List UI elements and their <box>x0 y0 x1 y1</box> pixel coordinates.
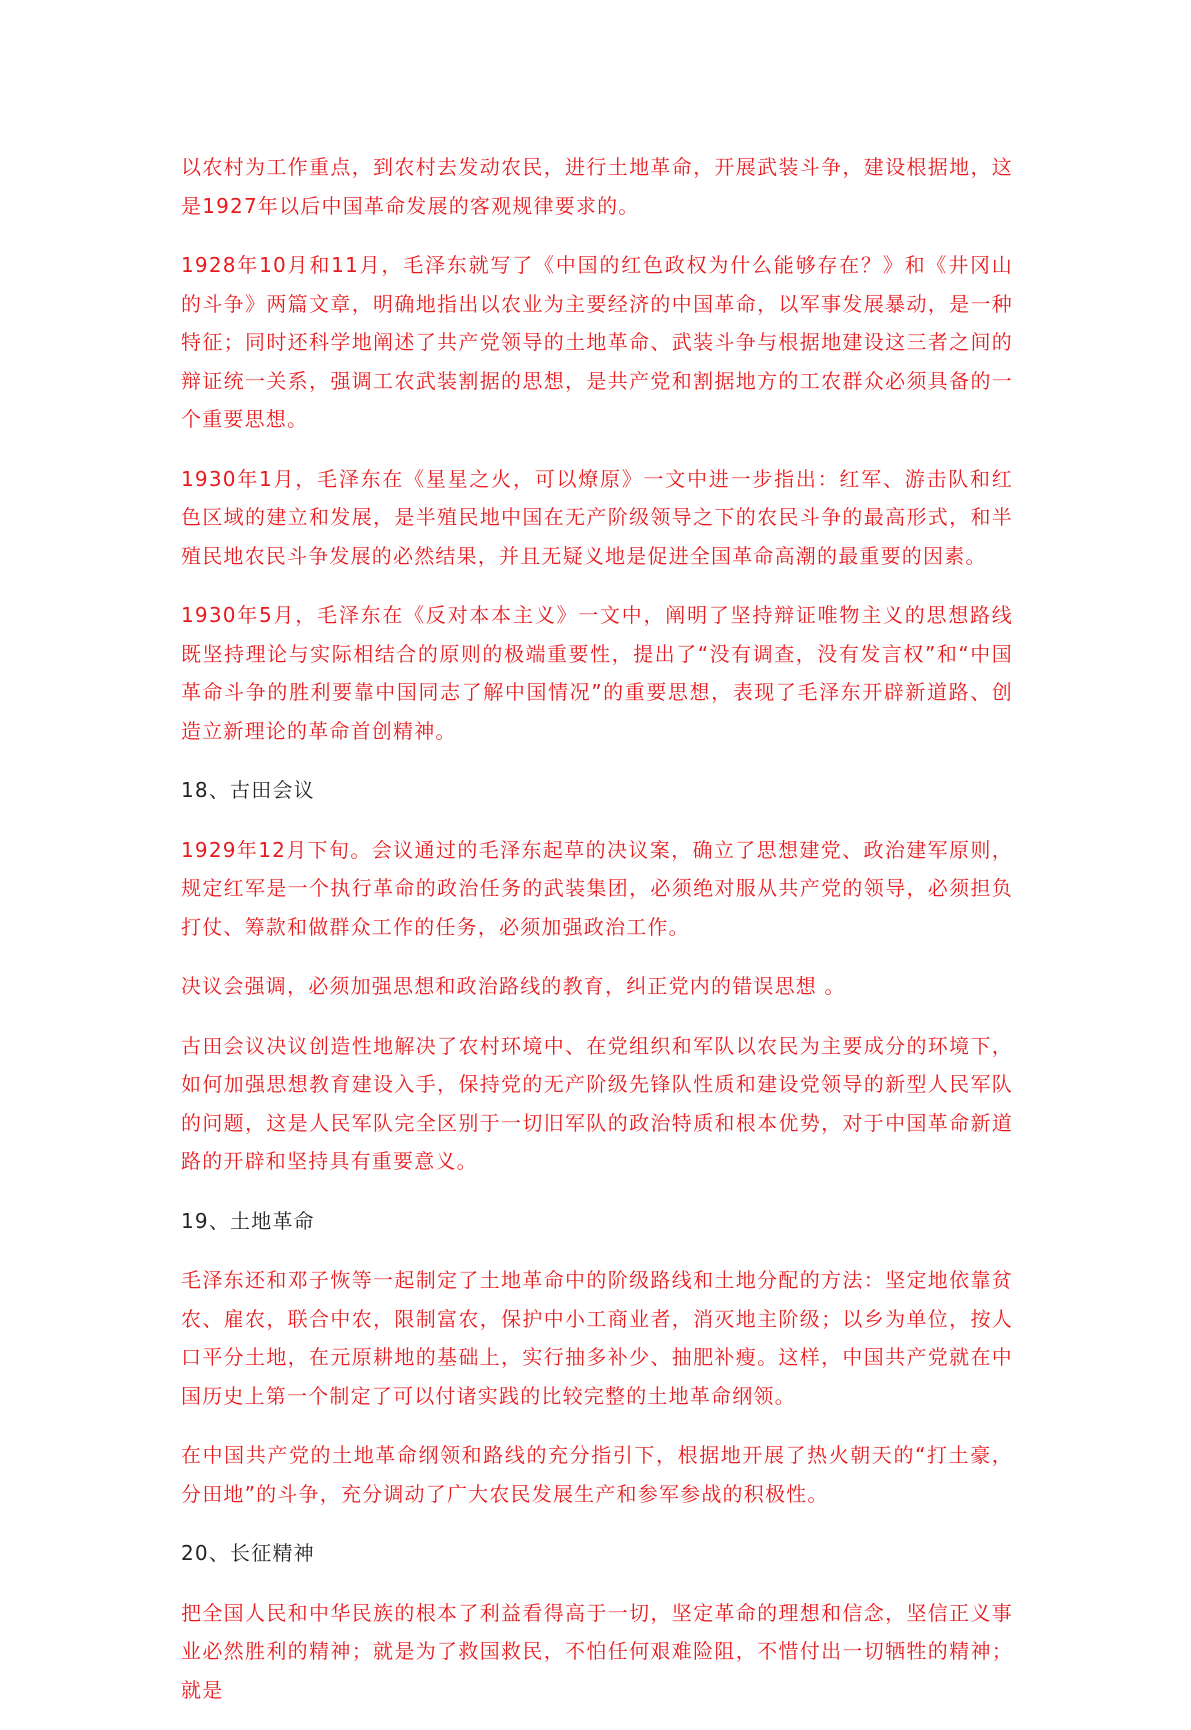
paragraph-1930-may: 1930年5月，毛泽东在《反对本本主义》一文中，阐明了坚持辩证唯物主义的思想路线既坚持理论与实际相结合的原则的极端重要性，提出了“没有调查，没有发言权”和“中国革命斗争的胜利要靠中国同志了解中国情况”的重要思想，表现了毛泽东开辟新道路、创造立新理论的革命首创精神。 <box>181 603 1013 743</box>
section-heading-long-march-spirit: 20、长征精神 <box>181 1541 315 1565</box>
document-body <box>181 148 1013 1730</box>
paragraph-gutian-significance: 古田会议决议创造性地解决了农村环境中、在党组织和军队以农民为主要成分的环境下，如何加强思想教育建设入手，保持党的无产阶级先锋队性质和建设党领导的新型人民军队的问题，这是人民军队完全区别于一切旧军队的政治特质和根本优势，对于中国革命新道路的开辟和坚持具有重要意义。 <box>181 1033 1013 1173</box>
paragraph-land-distribution: 毛泽东还和邓子恢等一起制定了土地革命中的阶级路线和土地分配的方法：坚定地依靠贫农、雇农，联合中农，限制富农，保护中小工商业者，消灭地主阶级；以乡为单位，按人口平分土地，在元原耕地的基础上，实行抽多补少、抽肥补瘦。这样，中国共产党就在中国历史上第一个制定了可以付诸实践的比较完整的土地革命纲领。 <box>181 1268 1013 1408</box>
paragraph-land-struggle: 在中国共产党的土地革命纲领和路线的充分指引下，根据地开展了热火朝天的“打土豪，分田地”的斗争，充分调动了广大农民发展生产和参军参战的积极性。 <box>181 1443 1013 1506</box>
section-heading-land-revolution: 19、土地革命 <box>181 1208 315 1233</box>
paragraph-1928-articles: 1928年10月和11月，毛泽东就写了《中国的红色政权为什么能够存在？》和《井冈山的斗争》两篇文章，明确地指出以农业为主要经济的中国革命，以军事发展暴动，是一种特征；同时还科学地阐述了共产党领导的土地革命、武装斗争与根据地建设这三者之间的辩证统一关系，强调工农武装割据的思想，是共产党和割据地方的工农群众必须具备的一个重要思想。 <box>181 253 1013 431</box>
paragraph-resolution-emphasis: 决议会强调，必须加强思想和政治路线的教育，纠正党内的错误思想 。 <box>181 974 846 998</box>
paragraph-1930-january: 1930年1月，毛泽东在《星星之火，可以燎原》一文中进一步指出：红军、游击队和红色区域的建立和发展，是半殖民地中国在无产阶级领导之下的农民斗争的最高形式，和半殖民地农民斗争发展的必然结果，并且无疑义地是促进全国革命高潮的最重要的因素。 <box>181 466 1013 568</box>
paragraph-rural-revolution: 以农村为工作重点，到农村去发动农民，进行土地革命，开展武装斗争，建设根据地，这是1927年以后中国革命发展的客观规律要求的。 <box>181 155 1013 218</box>
section-heading-gutian-conference: 18、古田会议 <box>181 778 315 802</box>
paragraph-long-march-spirit: 把全国人民和中华民族的根本了利益看得高于一切，坚定革命的理想和信念，坚信正义事业必然胜利的精神；就是为了救国救民，不怕任何艰难险阻，不惜付出一切牺牲的精神；就是 <box>181 1600 1013 1702</box>
paragraph-1929-december: 1929年12月下旬。会议通过的毛泽东起草的决议案，确立了思想建党、政治建军原则，规定红军是一个执行革命的政治任务的武装集团，必须绝对服从共产党的领导，必须担负打仗、筹款和做群众工作的任务，必须加强政治工作。 <box>181 837 1013 939</box>
